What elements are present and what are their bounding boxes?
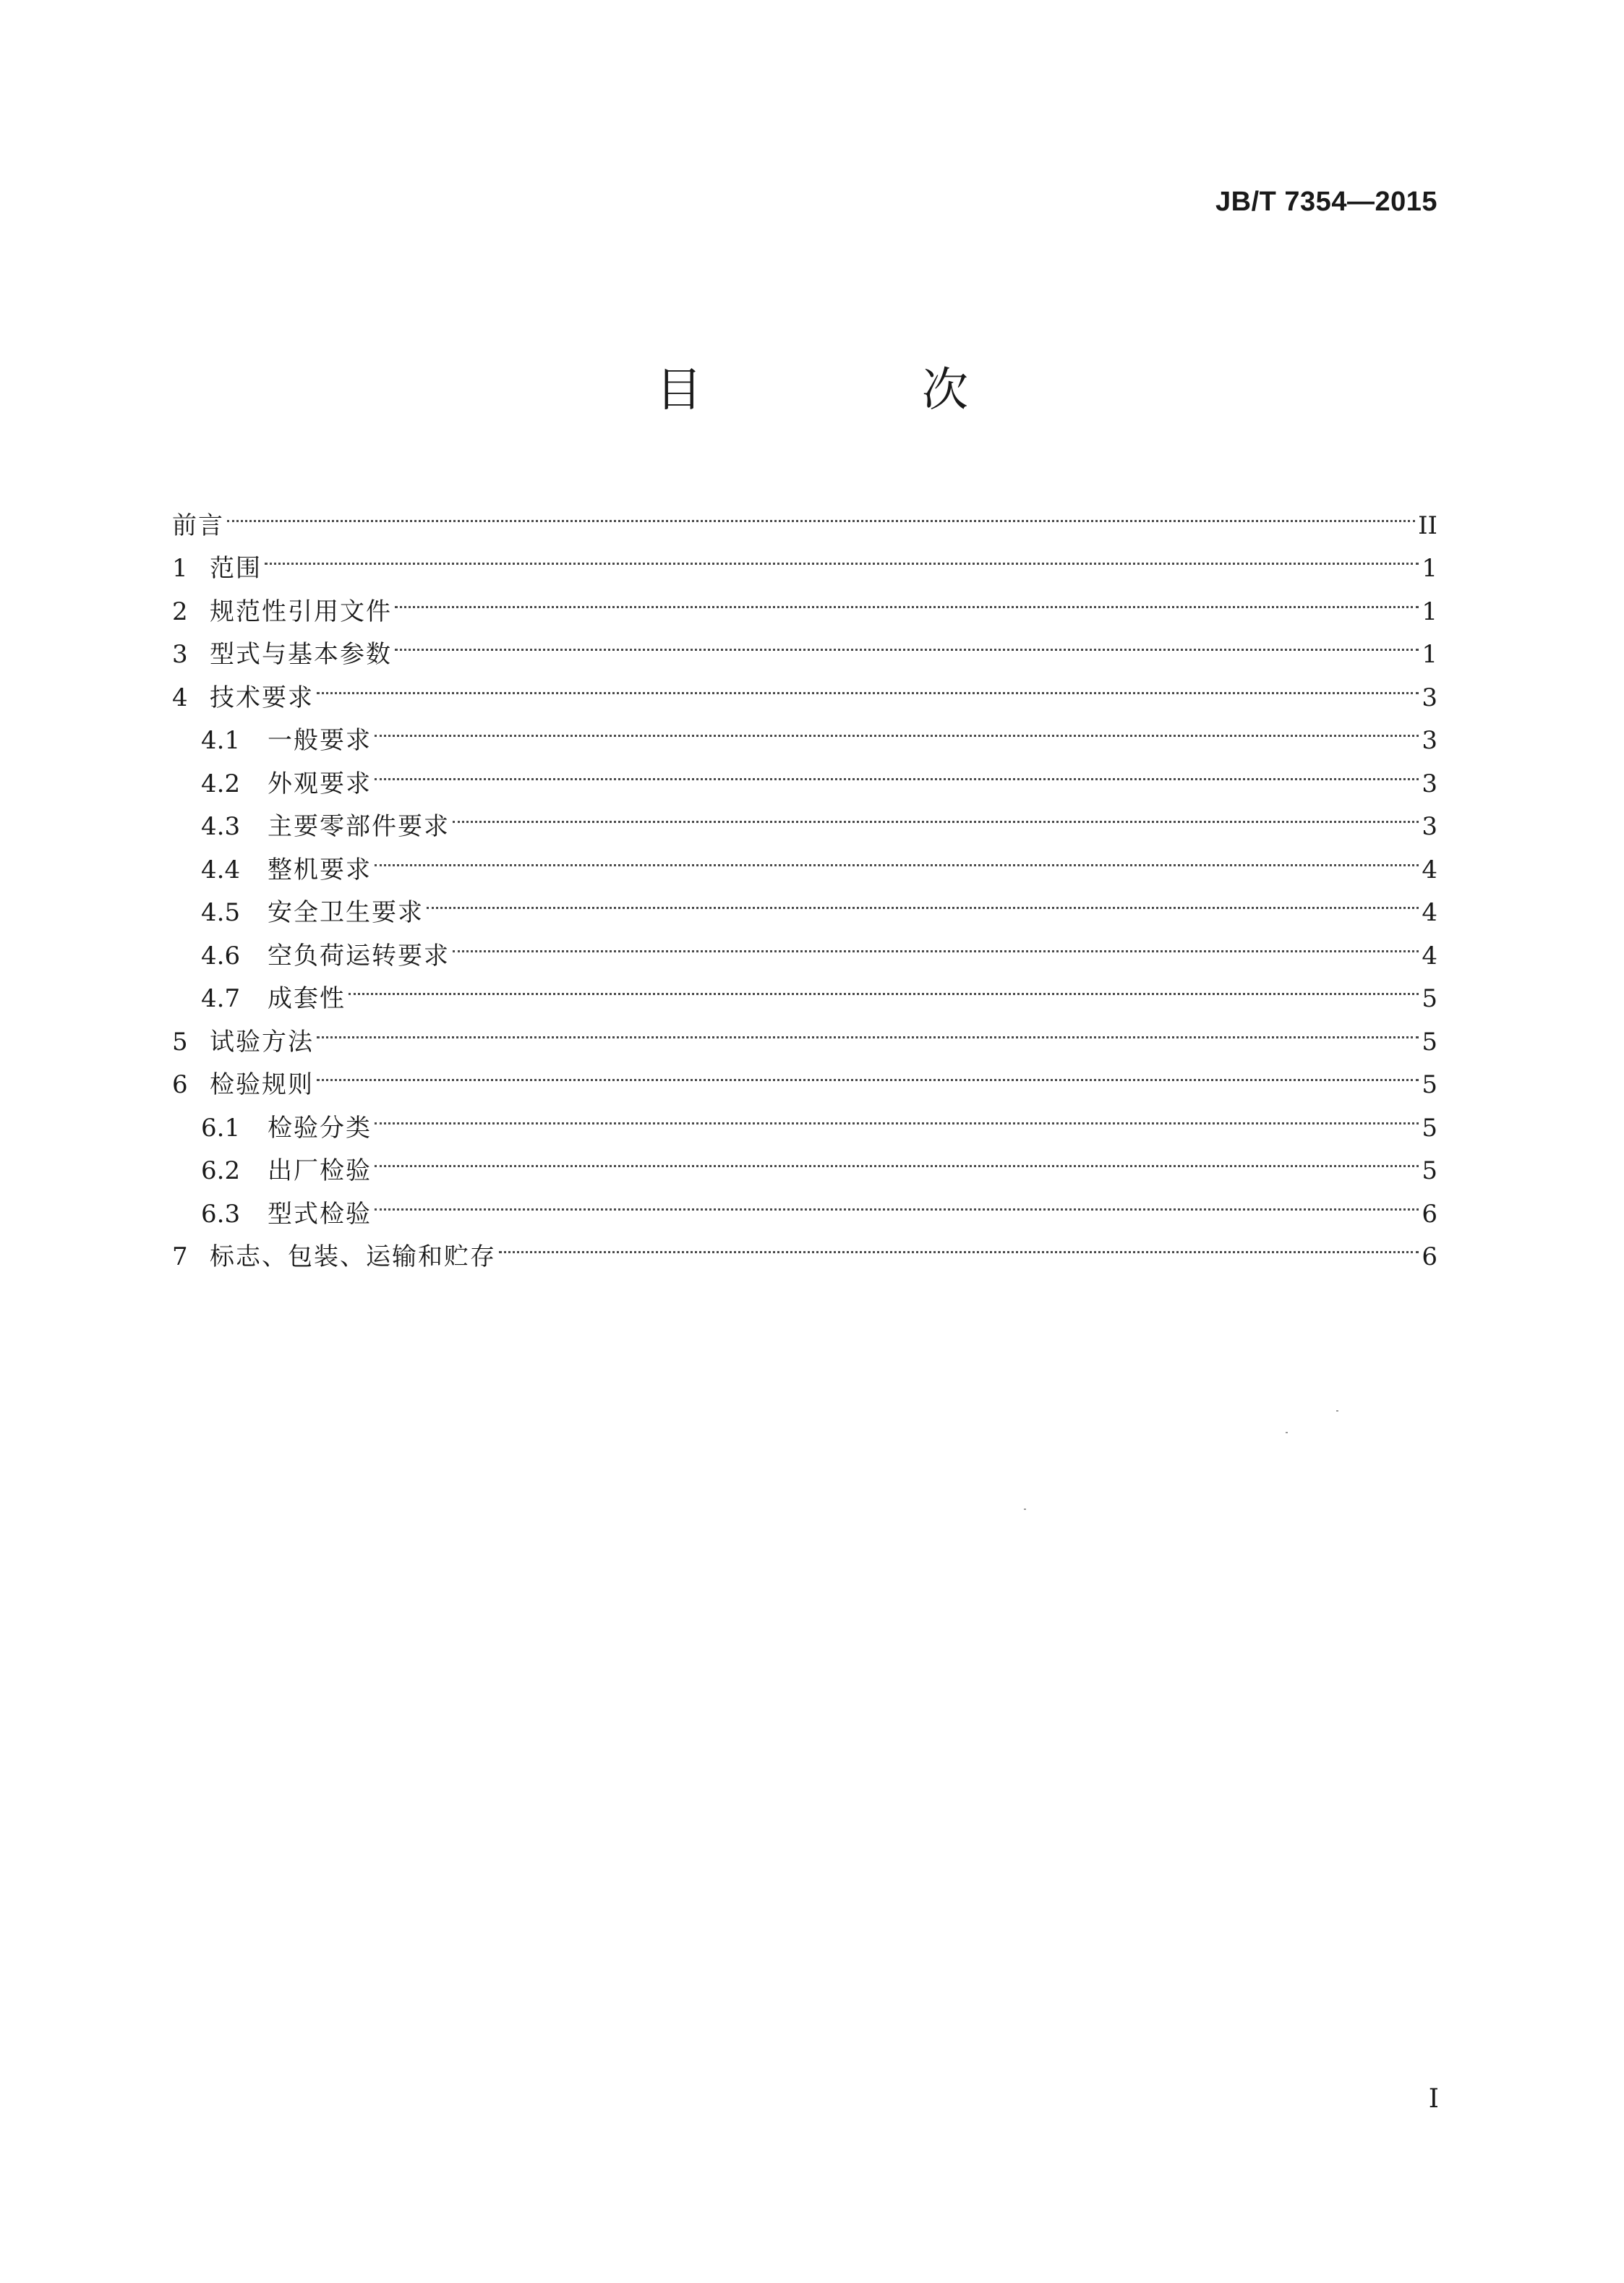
toc-entry-number: 1 [172, 554, 188, 583]
toc-entry-number: 6.3 [201, 1199, 241, 1229]
toc-entry-title: 规范性引用文件 [210, 597, 392, 626]
toc-dot-leader [317, 1050, 1419, 1093]
toc-entry-number: 6.2 [201, 1156, 241, 1185]
toc-entry-number: 6 [172, 1070, 188, 1099]
toc-entry-number: 4 [172, 683, 188, 712]
scan-speck [1286, 1432, 1288, 1433]
toc-entry-number: 4.1 [201, 726, 241, 755]
toc-entry-number: 4.7 [201, 984, 241, 1013]
toc-title: 目 次 [656, 364, 1055, 417]
toc-entry-page: 5 [1422, 1113, 1437, 1143]
toc-dot-leader [349, 964, 1419, 1007]
toc-entry-number: 4.5 [201, 898, 241, 927]
toc-entry-page: 6 [1422, 1242, 1437, 1271]
toc-entry-title: 试验方法 [210, 1027, 314, 1057]
toc-entry-page: 4 [1422, 898, 1437, 927]
toc-entry-title: 外观要求 [268, 769, 372, 798]
toc-entry[interactable] [172, 534, 1437, 583]
toc-entry-page: 4 [1422, 941, 1437, 970]
toc-entry-number: 3 [172, 640, 188, 669]
toc-entry[interactable] [172, 1093, 1437, 1143]
toc-entry-number: 4.2 [201, 769, 241, 798]
toc-entry-title: 前言 [172, 511, 224, 540]
toc-entry-page: 3 [1422, 683, 1437, 712]
toc-dot-leader [317, 662, 1419, 706]
scan-speck [1024, 1509, 1026, 1510]
toc-entry-page: 1 [1422, 640, 1437, 669]
toc-entry[interactable] [172, 490, 1437, 540]
toc-entry-page: 3 [1422, 726, 1437, 755]
toc-dot-leader [317, 1007, 1419, 1050]
toc-dot-leader [453, 921, 1419, 964]
toc-entry-title: 标志、包装、运输和贮存 [210, 1242, 496, 1271]
toc-entry-title: 出厂检验 [268, 1156, 372, 1185]
standard-number: JB/T 7354—2015 [1215, 187, 1437, 217]
toc-entry-title: 一般要求 [268, 726, 372, 755]
toc-dot-leader [395, 620, 1419, 663]
toc-entry-title: 型式检验 [268, 1199, 372, 1229]
toc-entry-title: 范围 [210, 554, 262, 583]
toc-dot-leader [227, 490, 1415, 534]
toc-entry-title: 整机要求 [268, 855, 372, 884]
toc-entry-page: 5 [1422, 1070, 1437, 1099]
toc-dot-leader [395, 576, 1419, 620]
toc-dot-leader [375, 835, 1419, 878]
toc-entry[interactable] [172, 576, 1437, 626]
toc-entry-page: 6 [1422, 1199, 1437, 1229]
table-of-contents [172, 490, 1437, 1271]
toc-entry[interactable] [172, 706, 1437, 755]
toc-entry-number: 4.6 [201, 941, 241, 970]
toc-dot-leader [265, 534, 1419, 577]
toc-entry-number: 7 [172, 1242, 188, 1271]
toc-entry-page: 1 [1422, 554, 1437, 583]
toc-dot-leader [375, 1093, 1419, 1136]
toc-entry-page: 1 [1422, 597, 1437, 626]
toc-dot-leader [499, 1222, 1419, 1266]
toc-entry-number: 2 [172, 597, 188, 626]
toc-entry-page: 4 [1422, 855, 1437, 884]
scan-speck [1336, 1410, 1338, 1412]
toc-entry-title: 空负荷运转要求 [268, 941, 450, 970]
toc-entry-title: 技术要求 [210, 683, 314, 712]
toc-dot-leader [375, 1179, 1419, 1222]
toc-entry-number: 4.4 [201, 855, 241, 884]
toc-dot-leader [375, 706, 1419, 749]
toc-entry[interactable] [172, 964, 1437, 1013]
toc-entry-page: 3 [1422, 769, 1437, 798]
toc-entry-title: 型式与基本参数 [210, 640, 392, 669]
toc-entry-number: 5 [172, 1027, 188, 1057]
toc-entry-page: 5 [1422, 984, 1437, 1013]
toc-entry-page: 5 [1422, 1156, 1437, 1185]
toc-entry-title: 主要零部件要求 [268, 812, 450, 841]
toc-entry-title: 成套性 [268, 984, 346, 1013]
toc-entry-page: II [1418, 511, 1437, 540]
toc-entry-title: 检验规则 [210, 1070, 314, 1099]
toc-entry-number: 4.3 [201, 812, 241, 841]
toc-entry-title: 检验分类 [268, 1113, 372, 1143]
page-number: I [1428, 2084, 1439, 2114]
toc-dot-leader [427, 878, 1419, 921]
toc-entry-title: 安全卫生要求 [268, 898, 424, 927]
toc-dot-leader [375, 748, 1419, 792]
toc-entry[interactable] [172, 1050, 1437, 1099]
toc-dot-leader [375, 1136, 1419, 1179]
toc-entry-page: 5 [1422, 1027, 1437, 1057]
toc-entry-page: 3 [1422, 812, 1437, 841]
toc-entry[interactable] [172, 662, 1437, 712]
toc-dot-leader [453, 792, 1419, 835]
toc-entry-number: 6.1 [201, 1113, 241, 1143]
toc-entry[interactable] [172, 1007, 1437, 1057]
